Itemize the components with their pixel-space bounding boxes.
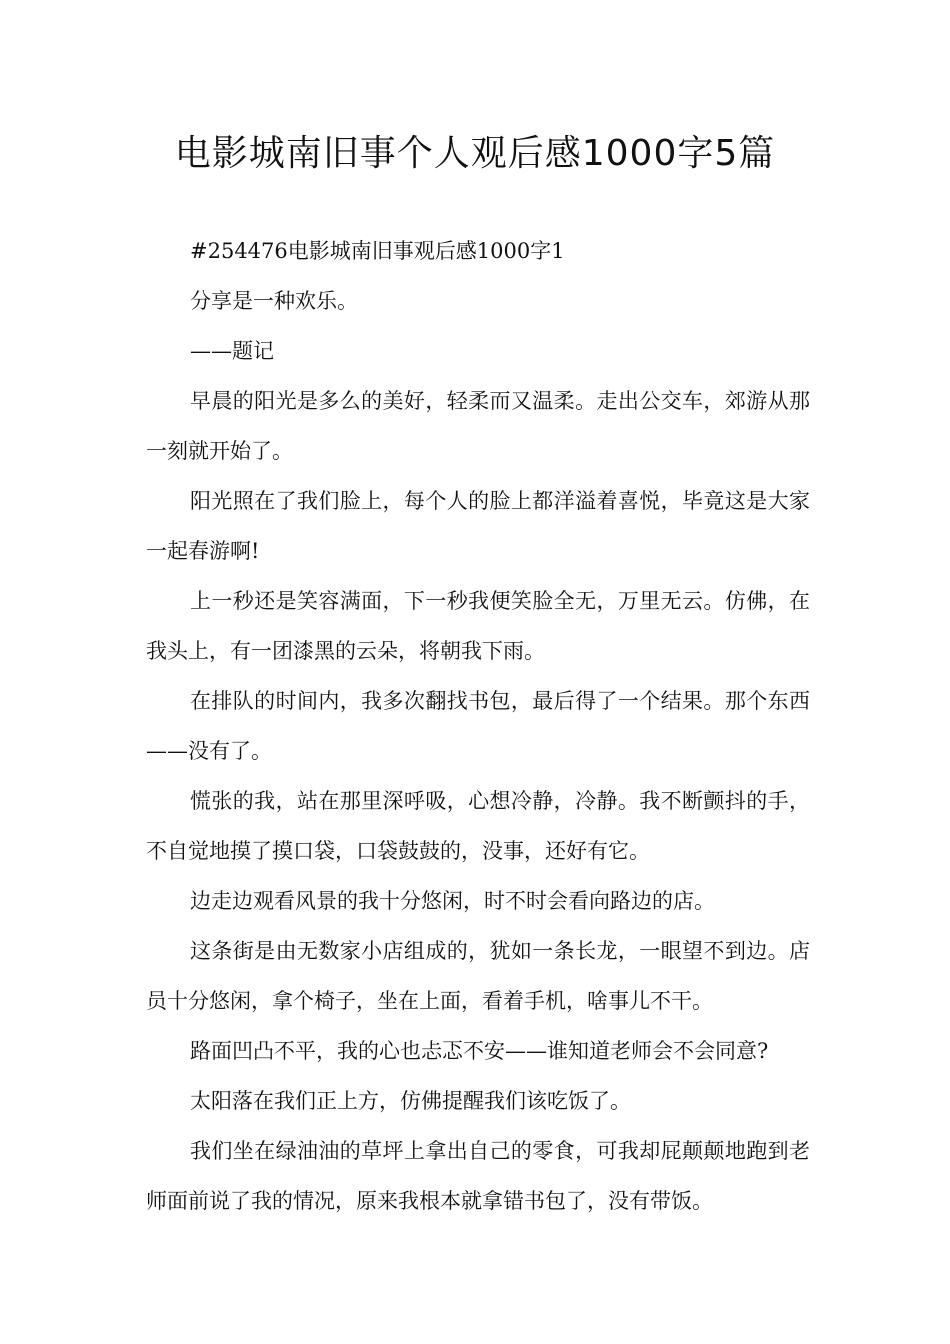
paragraph: ——题记 <box>190 339 274 363</box>
paragraph: 太阳落在我们正上方，仿佛提醒我们该吃饭了。 <box>190 1089 631 1113</box>
paragraph: 我们坐在绿油油的草坪上拿出自己的零食，可我却屁颠颠地跑到老师面前说了我的情况，原来我根本就拿错书包了，没有带饭。 <box>146 1139 810 1213</box>
document-body <box>146 226 810 1226</box>
paragraph: 上一秒还是笑容满面，下一秒我便笑脸全无，万里无云。仿佛，在我头上，有一团漆黑的云朵，将朝我下雨。 <box>146 589 810 663</box>
document-title: 电影城南旧事个人观后感1000字5篇 <box>174 133 776 174</box>
paragraph: 边走边观看风景的我十分悠闲，时不时会看向路边的店。 <box>190 889 715 913</box>
paragraph: 慌张的我，站在那里深呼吸，心想冷静，冷静。我不断颤抖的手，不自觉地摸了摸口袋，口袋鼓鼓的，没事，还好有它。 <box>146 789 810 863</box>
paragraph: 阳光照在了我们脸上，每个人的脸上都洋溢着喜悦，毕竟这是大家一起春游啊! <box>146 489 810 563</box>
paragraph: 早晨的阳光是多么的美好，轻柔而又温柔。走出公交车，郊游从那一刻就开始了。 <box>146 389 810 463</box>
paragraph: 路面凹凸不平，我的心也忐忑不安——谁知道老师会不会同意? <box>190 1039 769 1063</box>
paragraph: 分享是一种欢乐。 <box>190 289 358 313</box>
paragraph: 在排队的时间内，我多次翻找书包，最后得了一个结果。那个东西——没有了。 <box>146 689 810 763</box>
paragraph: 这条街是由无数家小店组成的，犹如一条长龙，一眼望不到边。店员十分悠闲，拿个椅子，坐在上面，看着手机，啥事儿不干。 <box>146 939 810 1013</box>
paragraph: #254476电影城南旧事观后感1000字1 <box>190 239 565 263</box>
